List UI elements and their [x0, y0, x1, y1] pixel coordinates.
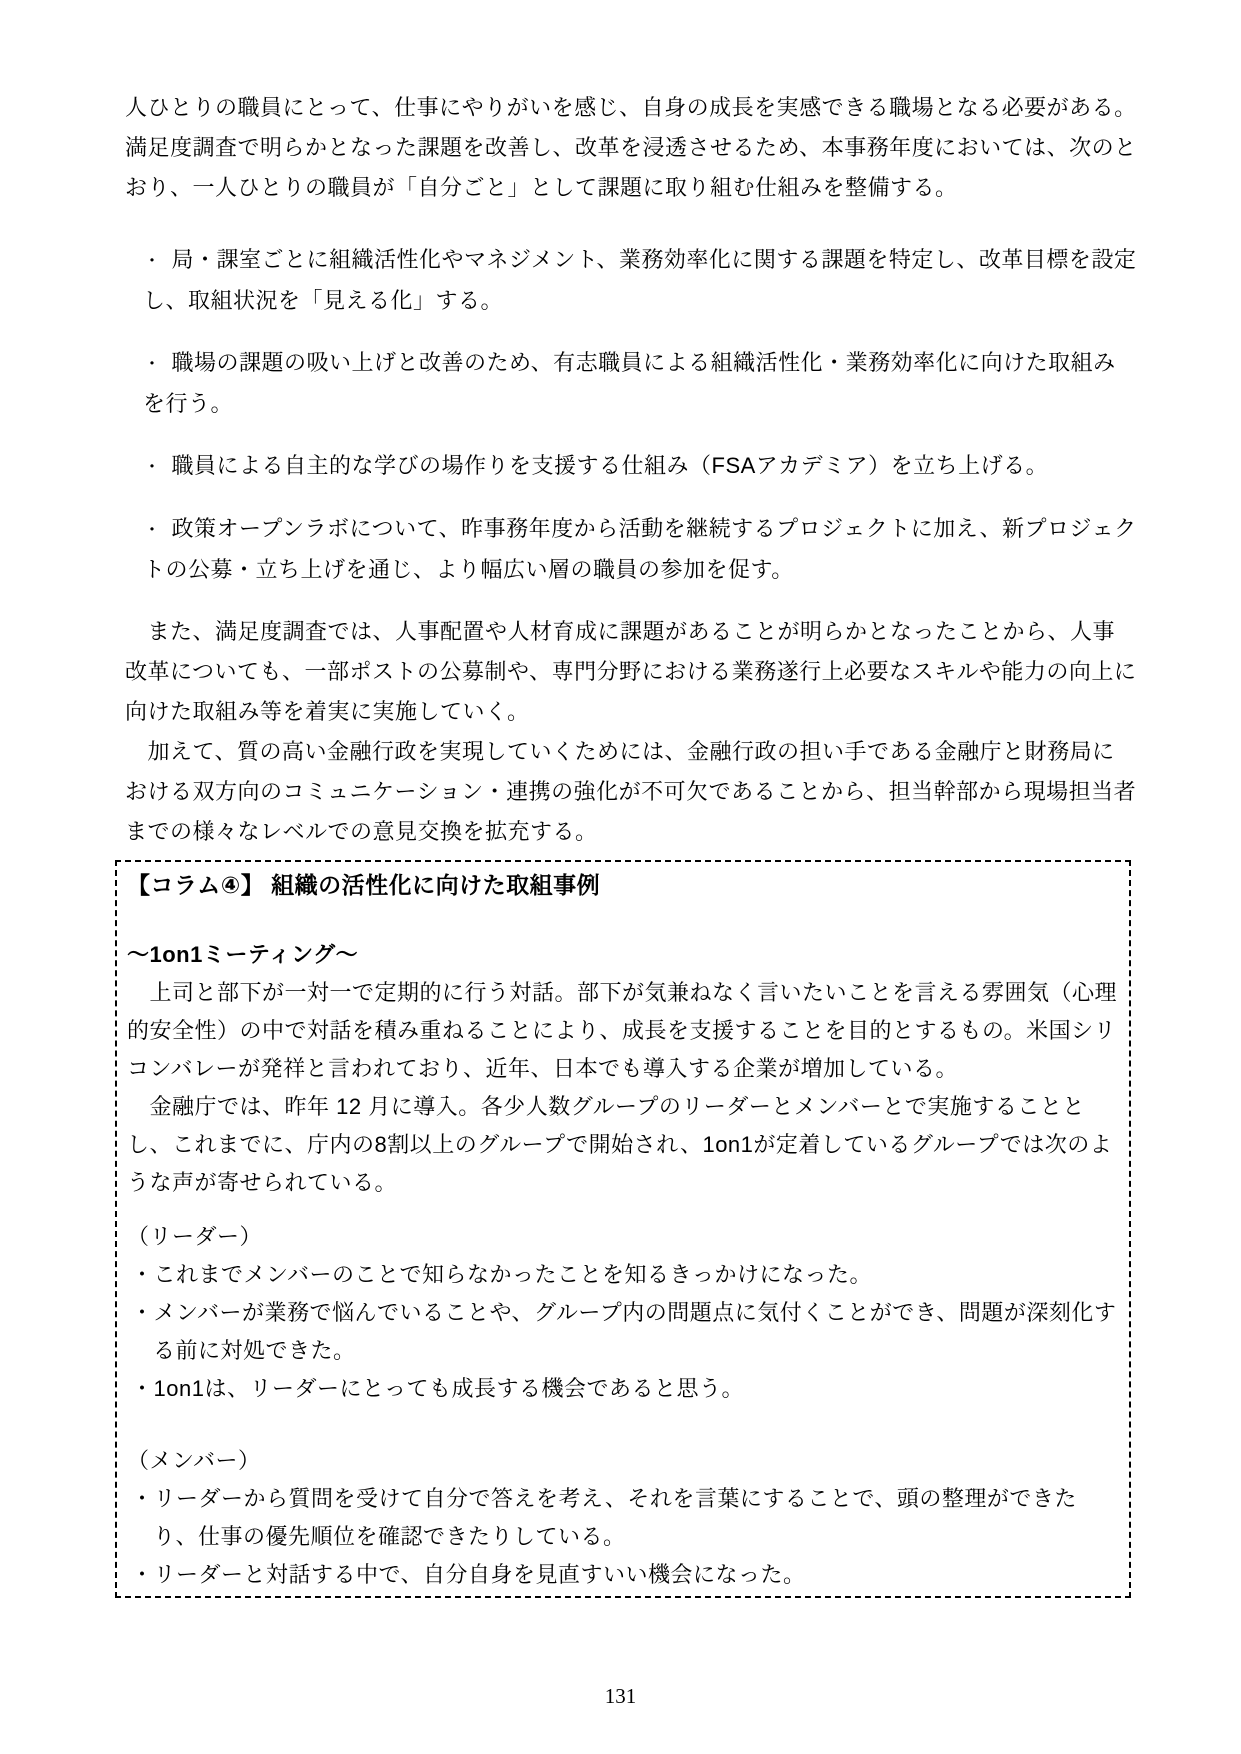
column-box-title: 【コラム④】 組織の活性化に向けた取組事例: [127, 872, 601, 898]
bullet-text: 職員による自主的な学びの場作りを支援する仕組み（FSAアカデミア）を立ち上げる。: [171, 453, 1049, 478]
bullet-marker: ・: [143, 457, 162, 477]
bullet-text: 職場の課題の吸い上げと改善のため、有志職員による組織活性化・業務効率化に向けた取組みを行う。: [143, 350, 1116, 416]
bullet-marker: ・: [143, 251, 162, 271]
leader-section-label: （リーダー）: [127, 1224, 263, 1249]
measure-bullet-list: [125, 240, 1137, 590]
column-4-box: [115, 860, 1131, 1598]
leader-comment: ・これまでメンバーのことで知らなかったことを知るきっかけになった。: [131, 1262, 872, 1287]
member-section-label: （メンバー）: [127, 1448, 261, 1473]
bullet-marker: ・: [143, 520, 162, 540]
column-intro-paragraph: 金融庁では、昨年 12 月に導入。各少人数グループのリーダーとメンバーとで実施することとし、これまでに、庁内の8割以上のグループで開始され、1on1が定着しているグループでは次のような声が寄せられている。: [127, 1094, 1113, 1195]
bullet-marker: ・: [143, 354, 162, 374]
bullet-item: [125, 446, 1137, 487]
bullet-item: [125, 509, 1137, 590]
bullet-text: 局・課室ごとに組織活性化やマネジメント、業務効率化に関する課題を特定し、改革目標を設定し、取組状況を「見える化」する。: [143, 247, 1137, 313]
leader-comment: ・メンバーが業務で悩んでいることや、グループ内の問題点に気付くことができ、問題が深刻化する前に対処できた。: [131, 1300, 1117, 1363]
intro-paragraph: 人ひとりの職員にとって、仕事にやりがいを感じ、自身の成長を実感できる職場となる必要がある。満足度調査で明らかとなった課題を改善し、改革を浸透させるため、本事務年度においては、次のとおり、一人ひとりの職員が「自分ごと」として課題に取り組む仕組みを整備する。: [125, 95, 1137, 200]
member-comment: ・リーダーから質問を受けて自分で答えを考え、それを言葉にすることで、頭の整理ができたり、仕事の優先順位を確認できたりしている。: [131, 1486, 1077, 1549]
page-number: 131: [604, 1684, 637, 1708]
column-box-subtitle: ～1on1ミーティング～: [127, 942, 359, 967]
page-body: [125, 88, 1137, 1598]
hr-reform-paragraph: また、満足度調査では、人事配置や人材育成に課題があることが明らかとなったことから、人事改革についても、一部ポストの公募制や、専門分野における業務遂行上必要なスキルや能力の向上に向けた取組み等を着実に実施していく。: [125, 619, 1137, 724]
member-comment: ・リーダーと対話する中で、自分自身を見直すいい機会になった。: [131, 1562, 806, 1587]
bullet-item: [125, 240, 1137, 321]
column-intro-paragraph: 上司と部下が一対一で定期的に行う対話。部下が気兼ねなく言いたいことを言える雰囲気（心理的安全性）の中で対話を積み重ねることにより、成長を支援することを目的とするもの。米国シリコンバレーが発祥と言われており、近年、日本でも導入する企業が増加している。: [127, 980, 1118, 1081]
bullet-text: 政策オープンラボについて、昨事務年度から活動を継続するプロジェクトに加え、新プロジェクトの公募・立ち上げを通じ、より幅広い層の職員の参加を促す。: [143, 516, 1137, 582]
fsa-localbureau-paragraph: 加えて、質の高い金融行政を実現していくためには、金融行政の担い手である金融庁と財務局における双方向のコミュニケーション・連携の強化が不可欠であることから、担当幹部から現場担当者までの様々なレベルでの意見交換を拡充する。: [125, 739, 1137, 844]
leader-comment: ・1on1は、リーダーにとっても成長する機会であると思う。: [131, 1376, 745, 1401]
bullet-item: [125, 343, 1137, 424]
